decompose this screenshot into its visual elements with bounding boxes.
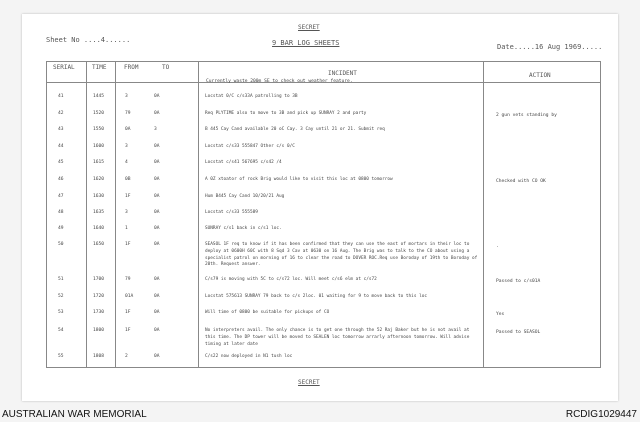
to-cell: 0A: [154, 277, 160, 282]
action-cell: Passed to SEASOL: [496, 330, 541, 335]
to-cell: 0A: [154, 226, 160, 231]
serial-cell: 54: [58, 328, 64, 333]
time-cell: 1650: [93, 242, 105, 247]
from-cell: 01A: [125, 294, 134, 299]
col-header-to: TO: [162, 64, 170, 71]
serial-cell: 46: [58, 177, 64, 182]
serial-cell: 51: [58, 277, 64, 282]
serial-cell: 52: [58, 294, 64, 299]
col-header-from: FROM: [124, 64, 139, 71]
col-header-action: ACTION: [529, 72, 551, 79]
action-cell: Yes: [496, 312, 505, 317]
time-cell: 1720: [93, 294, 105, 299]
from-cell: 3: [125, 144, 128, 149]
to-cell: 0A: [154, 144, 160, 149]
serial-cell: 43: [58, 127, 64, 132]
to-cell: 0A: [154, 177, 160, 182]
from-cell: 1F: [125, 310, 131, 315]
page-title: 9 BAR LOG SHEETS: [272, 39, 340, 47]
to-cell: 3: [154, 127, 157, 132]
col-header-time: TIME: [92, 64, 107, 71]
footer-institution: AUSTRALIAN WAR MEMORIAL: [2, 409, 147, 420]
action-cell: Checked with CO OK: [496, 179, 546, 184]
log-sheet: [22, 14, 618, 401]
time-cell: 1620: [93, 177, 105, 182]
to-cell: 0A: [154, 242, 160, 247]
col-divider: [46, 61, 47, 368]
incident-cell: Hum B445 Cay Cand 10/20/21 Aug: [205, 194, 285, 199]
from-cell: 3: [125, 94, 128, 99]
incident-cell: Req PLYTIME also to move to 3B and pick up SUNRAY 2 and party: [205, 111, 367, 116]
to-cell: 0A: [154, 328, 160, 333]
to-cell: 0A: [154, 310, 160, 315]
date-field: Date.....16 Aug 1969.....: [497, 43, 603, 51]
from-cell: 2: [125, 354, 128, 359]
action-cell: .: [496, 244, 499, 249]
to-cell: 0A: [154, 210, 160, 215]
incident-cell: SEASOL 1F req to know if it has been confirmed that they can use the east of mortars in their loc to deploy at 0600H 60C with 8 Sqd 3 Cav at 0630 on 16 Aug. The Brig was to talk to the CO about using a specialist patrol on morning of 16 to clear the road to DOVER ROC.Req use Boroday of 19th to Boroday of 20th. Request answer.: [205, 242, 478, 268]
col-divider: [600, 61, 601, 368]
to-cell: 0A: [154, 160, 160, 165]
time-cell: 1600: [93, 144, 105, 149]
serial-cell: 47: [58, 194, 64, 199]
from-cell: 1F: [125, 194, 131, 199]
col-divider: [115, 61, 116, 368]
serial-cell: 49: [58, 226, 64, 231]
incident-cell: No interpreters avail. The only chance is to get one through the 52 Raj Baker but he is not avail at this time. The DP tower will be moved to SEALEN loc tomorrow arrarly afternoon tomorrow. Will advise timing at later date: [205, 328, 470, 347]
col-divider: [86, 61, 87, 368]
time-cell: 1550: [93, 127, 105, 132]
incident-cell: Locstat c/s41 567695 c/s42 /4: [205, 160, 282, 165]
incident-cell: C/s22 now deployed in N1 tush loc: [205, 354, 293, 359]
time-cell: 1640: [93, 226, 105, 231]
incident-cell: A 0Z xtoator of rock Brig would like to visit this loc at 0800 tomorrow: [205, 177, 393, 182]
incident-cell: B 445 Cay Cand available 20 oC Cay. 3 Cay until 21 or 21. Submit req: [205, 127, 385, 132]
action-cell: Passed to c/s01A: [496, 279, 541, 284]
serial-cell: 48: [58, 210, 64, 215]
incident-cell: C/s79 is moving with 5C to c/s72 loc. Will meet c/s6 elm at c/s72: [205, 277, 377, 282]
time-cell: 1615: [93, 160, 105, 165]
classification-bottom: SECRET: [298, 379, 320, 386]
incident-cell: Locstat 0/C c/s33A patrolling to 3B: [205, 94, 298, 99]
from-cell: 1F: [125, 242, 131, 247]
to-cell: 0A: [154, 111, 160, 116]
to-cell: 0A: [154, 94, 160, 99]
incident-cell: Locstat c/s33 555847 Other c/s 0/C: [205, 144, 295, 149]
time-cell: 1800: [93, 328, 105, 333]
col-divider: [483, 61, 484, 368]
incident-cell: Locstat 575613 SUNRAY 79 back to c/s 2loc. 01 waiting for 9 to move back to this loc: [205, 294, 428, 299]
action-cell: 2 gun vets standing by: [496, 113, 557, 118]
footer-record-id: RCDIG1029447: [565, 409, 637, 420]
time-cell: 1808: [93, 354, 105, 359]
to-cell: 0A: [154, 294, 160, 299]
serial-cell: 45: [58, 160, 64, 165]
time-cell: 1445: [93, 94, 105, 99]
col-header-serial: SERIAL: [53, 64, 75, 71]
time-cell: 1730: [93, 310, 105, 315]
from-cell: 3: [125, 210, 128, 215]
from-cell: 1: [125, 226, 128, 231]
from-cell: 0B: [125, 177, 131, 182]
serial-cell: 44: [58, 144, 64, 149]
from-cell: 1F: [125, 328, 131, 333]
time-cell: 1520: [93, 111, 105, 116]
classification-top: SECRET: [298, 24, 320, 31]
serial-cell: 50: [58, 242, 64, 247]
to-cell: 0A: [154, 354, 160, 359]
from-cell: 4: [125, 160, 128, 165]
serial-cell: 42: [58, 111, 64, 116]
incident-cell: SUNRAY c/s1 back in c/s1 loc.: [205, 226, 282, 231]
table-top-rule: [46, 61, 601, 62]
time-cell: 1700: [93, 277, 105, 282]
carryover-text: Currently waste 200m SE to check out weather feature.: [206, 79, 353, 84]
from-cell: 0A: [125, 127, 131, 132]
table-bottom-rule: [46, 367, 601, 368]
sheet-number: Sheet No ....4......: [46, 36, 131, 44]
serial-cell: 55: [58, 354, 64, 359]
serial-cell: 41: [58, 94, 64, 99]
from-cell: 79: [125, 277, 131, 282]
incident-cell: Locstat c/s33 555589: [205, 210, 258, 215]
time-cell: 1630: [93, 194, 105, 199]
time-cell: 1635: [93, 210, 105, 215]
from-cell: 79: [125, 111, 131, 116]
col-header-incident: INCIDENT: [328, 70, 357, 77]
col-divider: [198, 61, 199, 368]
to-cell: 0A: [154, 194, 160, 199]
incident-cell: Will time of 0800 be suitable for pickups of CO: [205, 310, 330, 315]
serial-cell: 53: [58, 310, 64, 315]
